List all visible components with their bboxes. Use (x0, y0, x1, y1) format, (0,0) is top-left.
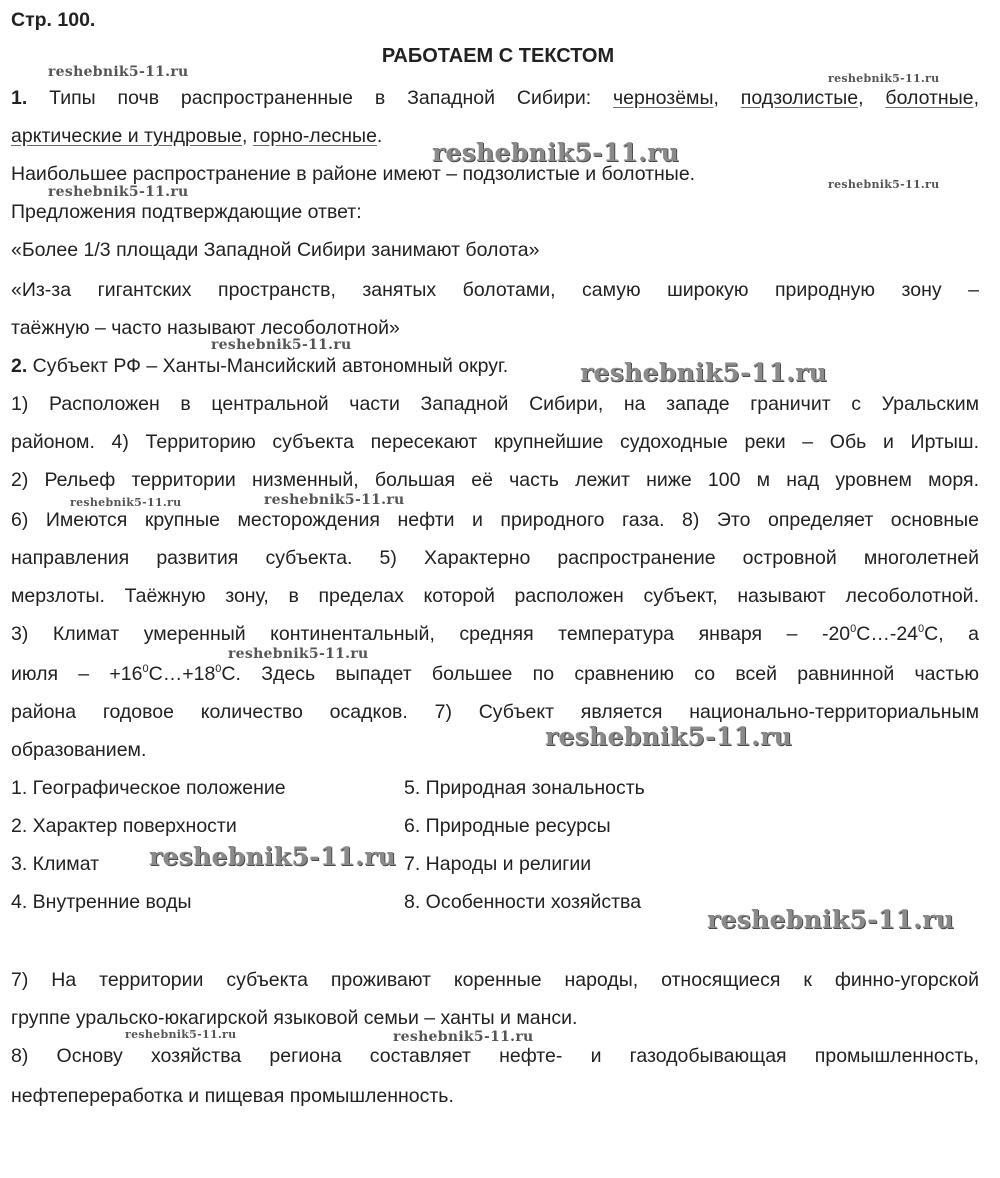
p7-line-2: группе уральско-юкагирской языковой семьи – ханты и манси. (11, 1007, 578, 1029)
q1-proof-label: Предложения подтверждающие ответ: (11, 201, 362, 223)
q2-line-region: района годовое количество осадков. 7) Субъект является национально-территориальным (11, 701, 979, 723)
watermark: reshebnik5-11.ru (70, 496, 182, 509)
q2-line-4: 6) Имеются крупные месторождения нефти и природного газа. 8) Это определяет основные (11, 509, 979, 531)
soil-arctic: арктические и тундровые (11, 125, 242, 147)
plan-item-7: 7. Народы и религии (404, 853, 592, 875)
q1-line-2: арктические и тундровые, горно-лесные. (11, 125, 383, 147)
q1-quote-1: «Более 1/3 площади Западной Сибири занимают болота» (11, 239, 540, 261)
q1-quote-2-line-1: «Из-за гигантских пространств, занятых болотами, самую широкую природную зону – (11, 279, 979, 301)
q2-line-1: 1) Расположен в центральной части Западной Сибири, на западе граничит с Уральским (11, 393, 979, 415)
page-title: РАБОТАЕМ С ТЕКСТОМ (381, 45, 615, 67)
watermark: reshebnik5-11.ru (211, 337, 352, 353)
q2-subject: 2. Субъект РФ – Ханты-Мансийский автономный округ. (11, 355, 509, 377)
p8-line-2: нефтепереработка и пищевая промышленность. (11, 1085, 454, 1107)
plan-item-8: 8. Особенности хозяйства (404, 891, 642, 913)
page-label: Стр. 100. (11, 9, 96, 31)
watermark: reshebnik5-11.ru (545, 722, 793, 751)
watermark: reshebnik5-11.ru (828, 72, 940, 85)
q2-line-6: мерзлоты. Таёжную зону, в пределах которой расположен субъект, называют лесоболотной. (11, 585, 979, 607)
plan-item-6: 6. Природные ресурсы (404, 815, 611, 837)
watermark: reshebnik5-11.ru (580, 358, 828, 387)
q2-line-3: 2) Рельеф территории низменный, большая её часть лежит ниже 100 м над уровнем моря. (11, 469, 979, 491)
watermark: reshebnik5-11.ru (828, 178, 940, 191)
q1-line-1: 1. Типы почв распространенные в Западной Сибири: чернозёмы, подзолистые, болотные, (11, 87, 979, 109)
plan-item-5: 5. Природная зональность (404, 777, 645, 799)
q2-line-5: направления развития субъекта. 5) Характерно распространение островной многолетней (11, 547, 979, 569)
soil-podzolic: подзолистые (740, 87, 859, 109)
watermark: reshebnik5-11.ru (264, 492, 405, 508)
q1-answer: Наибольшее распространение в районе имеют – подзолистые и болотные. (11, 163, 696, 185)
soil-bog: болотные (885, 87, 974, 109)
watermark: reshebnik5-11.ru (432, 138, 680, 167)
q2-line-2: районом. 4) Территорию субъекта пересекают крупнейшие судоходные реки – Обь и Иртыш. (11, 431, 979, 453)
soil-mountain-forest: горно-лесные (252, 125, 377, 147)
p8-line-1: 8) Основу хозяйства региона составляет нефте- и газодобывающая промышленность, (11, 1045, 979, 1067)
watermark: reshebnik5-11.ru (125, 1028, 237, 1041)
watermark: reshebnik5-11.ru (393, 1029, 534, 1045)
watermark: reshebnik5-11.ru (149, 842, 397, 871)
p7-line-1: 7) На территории субъекта проживают коренные народы, относящиеся к финно-угорской (11, 969, 979, 991)
q2-line-formation: образованием. (11, 739, 147, 761)
watermark: reshebnik5-11.ru (707, 905, 955, 934)
plan-item-1: 1. Географическое положение (11, 777, 286, 799)
q1-quote-2-line-2: таёжную – часто называют лесоболотной» (11, 317, 400, 339)
q2-line-climate: 3) Климат умеренный континентальный, средняя температура января – $-20^0С\dots-24^0С$, а (11, 623, 980, 645)
watermark: reshebnik5-11.ru (48, 64, 189, 80)
soil-chernozem: чернозёмы (613, 87, 714, 109)
plan-item-2: 2. Характер поверхности (11, 815, 237, 837)
plan-item-3: 3. Климат (11, 853, 100, 875)
plan-item-4: 4. Внутренние воды (11, 891, 192, 913)
watermark: reshebnik5-11.ru (48, 184, 189, 200)
q2-line-july: июля – $+16^0С\dots+18^0С$. Здесь выпадет большее по сравнению со всей равнинной частью (11, 663, 979, 685)
watermark: reshebnik5-11.ru (228, 646, 369, 662)
